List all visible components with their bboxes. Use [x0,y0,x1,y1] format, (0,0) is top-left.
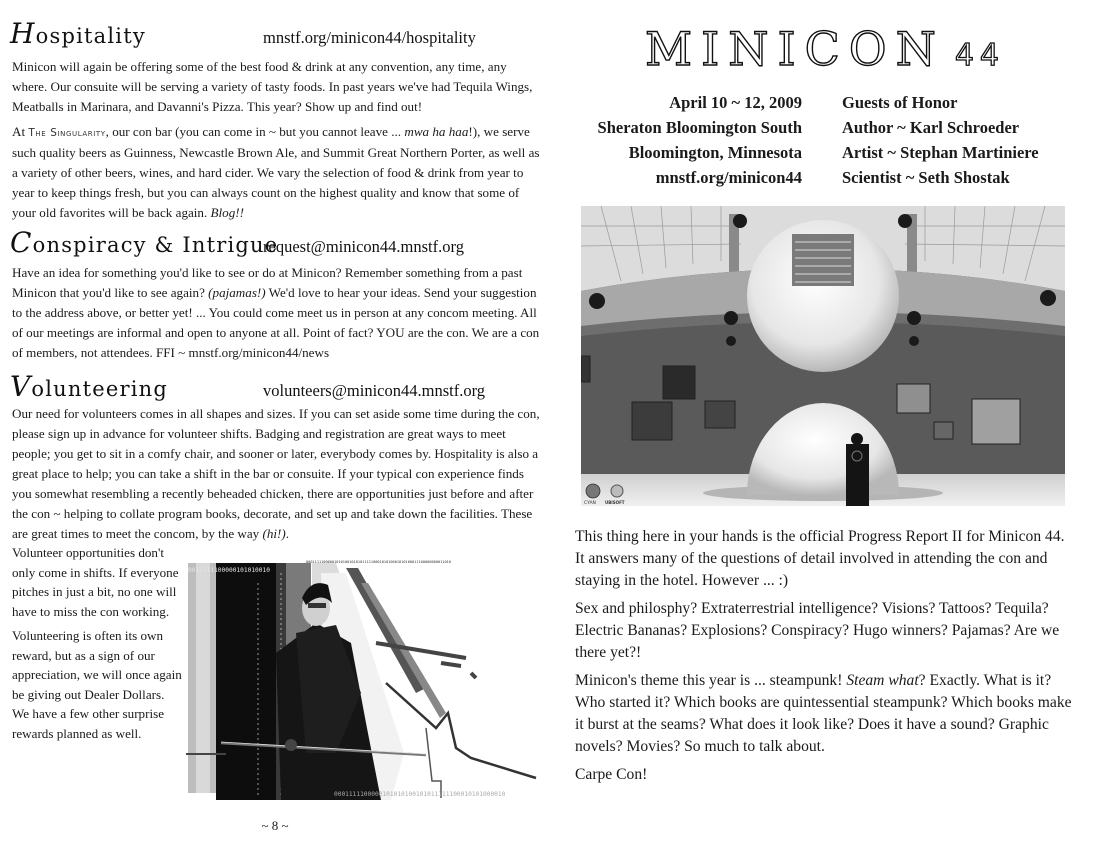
hi-aside: (hi!) [262,526,286,541]
hospitality-link[interactable]: mnstf.org/minicon44/hospitality [263,28,476,47]
closing-line: Carpe Con! [575,766,648,783]
guest-author: Author ~ Karl Schroeder [842,118,1020,137]
conspiracy-paragraph [12,263,542,363]
guest-scientist: Scientist ~ Seth Shostak [842,168,1010,187]
bar-name: The Singularity [28,127,106,139]
title-rest: onspiracy & Intrigue [32,233,279,257]
artwork-binary-bottom: 0001111100000101010100101011111100010101000010 [334,791,506,798]
bar-paragraph [12,122,542,223]
bar-prefix: At [12,124,29,139]
theme-text-end: ? Exactly. What is it? Who started it? Which books are quintessential steampunk? Which books make it burst at the seams? What does it look like? Does it have a sound? Graphic novels? Movies? So much to talk about. [575,672,1072,755]
volunteering-text-start: Our need for volunteers comes in all shapes and sizes. If you can set aside some time during the con, please sign up in advance for volunteer shifts. Badging and registration are great ways to meet people; you get to sit in a comfy chair, and sooner or later, everybody comes by. Hospitality is also a great place to help; you can take a shift in the bar or consuite. If your typical con experience finds you somewhat resembling a recently beheaded chicken, there are opportunities just before and after the con ~ helping to collate program books, decorate, and set up and take down the facilities. These are great times to meet the concom, by the way [12,406,540,541]
pajamas-aside: (pajamas!) [208,285,266,300]
bar-laugh: mwa ha haa [404,124,469,139]
artwork-binary-top: 0001111100000101010010101011111000101010001010100011100000000011010 [306,560,451,564]
minicon-logo [550,22,1100,82]
right-page [550,0,1100,850]
hospitality-paragraph: Minicon will again be offering some of the best food & drink at any convention, any time, any where. Our consuite will be serving a variety of tasty foods. In past years we've had Tequila Wings, Meatballs in Marinara, and Davanni's Pizza. This year? Show up and find out! [12,59,533,114]
volunteer-rewards-paragraph: Volunteering is often its own reward, but as a sign of our appreciation, we will once again be giving out Dealer Dollars. We have a few other surprise rewards planned as well. [12,628,182,741]
page-number: ~ 8 ~ [261,818,289,833]
hospitality-body [12,57,542,228]
bar-middle: , our con bar (you can come in ~ but you cannot leave ... [105,124,405,139]
intro-paragraph-2: Sex and philosphy? Extraterrestrial intelligence? Visions? Tattoos? Tequila? Electric Bananas? Explosions? Conspiracy? Hugo winners? Pajamas? Are we there yet?! [575,600,1060,661]
conspiracy-email-link[interactable]: request@minicon44.mnstf.org [263,237,464,256]
bar-rest: !), we serve such quality beers as Guinness, Newcastle Brown Ale, and Summit Great Northern Porter, as well as a variety of other beers, wines, and hard cider. We vary the selection of food & drink from year to year to keep things fresh, but you can always count on the highest quality and know that some of your old favorites will be back again. [12,124,540,220]
volunteering-paragraph [12,404,542,544]
title-rest: ospitality [35,24,146,48]
ubisoft-logo-text: UBISOFT [605,500,625,505]
volunteering-title [10,370,168,403]
cyberpunk-figure-illustration [186,553,542,800]
blog-exclaim: Blog!! [210,205,244,220]
volunteering-text-end: . [285,526,290,541]
title-initial: H [10,17,36,50]
logo-word: MINICON [644,22,945,76]
title-initial: V [10,370,32,403]
intro-paragraph-1: This thing here in your hands is the official Progress Report II for Minicon 44. It answers many of the questions of detail involved in attending the con and staying in the hotel. However ... :) [575,528,1065,589]
volunteering-header [10,371,540,403]
steam-what: Steam what [846,672,919,689]
cyan-logo-text: CYAN [584,501,596,506]
conspiracy-header [10,227,540,259]
event-city: Bloomington, Minnesota [628,143,802,162]
intro-text [575,526,1075,792]
guests-heading: Guests of Honor [842,93,958,112]
event-website-link[interactable]: mnstf.org/minicon44 [655,168,802,187]
title-rest: olunteering [31,377,169,401]
guests-of-honor [842,90,1039,190]
conspiracy-title [10,226,278,259]
hospitality-header [10,18,540,50]
logo-number: 44 [954,38,1006,73]
volunteering-sidebar-text [12,543,184,748]
title-initial: C [10,226,33,259]
guest-artist: Artist ~ Stephan Martiniere [842,143,1039,162]
event-dates: April 10 ~ 12, 2009 [669,93,802,112]
event-info [598,90,802,190]
artwork-binary-left: 0011111100000101010010 [188,567,270,574]
rotunda-spheres-photo [581,206,1065,506]
theme-paragraph [575,670,1075,758]
conspiracy-text-start: Have an idea for something you'd like to see or do at Minicon? Remember something from a past Minicon that you'd like to see again? [12,265,523,300]
theme-text-start: Minicon's theme this year is ... steampunk! [575,672,847,689]
volunteer-opportunities-paragraph: Volunteer opportunities don't only come in shifts. If everyone pitches in just a bit, no one will have to miss the con working. [12,545,179,619]
volunteering-body [12,404,542,549]
conspiracy-body [12,263,542,368]
event-venue: Sheraton Bloomington South [597,118,802,137]
hospitality-title [10,17,146,50]
volunteering-email-link[interactable]: volunteers@minicon44.mnstf.org [263,381,486,400]
conspiracy-text-end: We'd love to hear your ideas. Send your suggestion to the address above, or better yet! ... You could come meet us in person at any concom meeting. All of our meetings are informal and open to anyone at all. Point of fact? YOU are the con. We are a con of members, not attendees. FFI ~ mnstf.org/minicon44/news [12,285,540,360]
